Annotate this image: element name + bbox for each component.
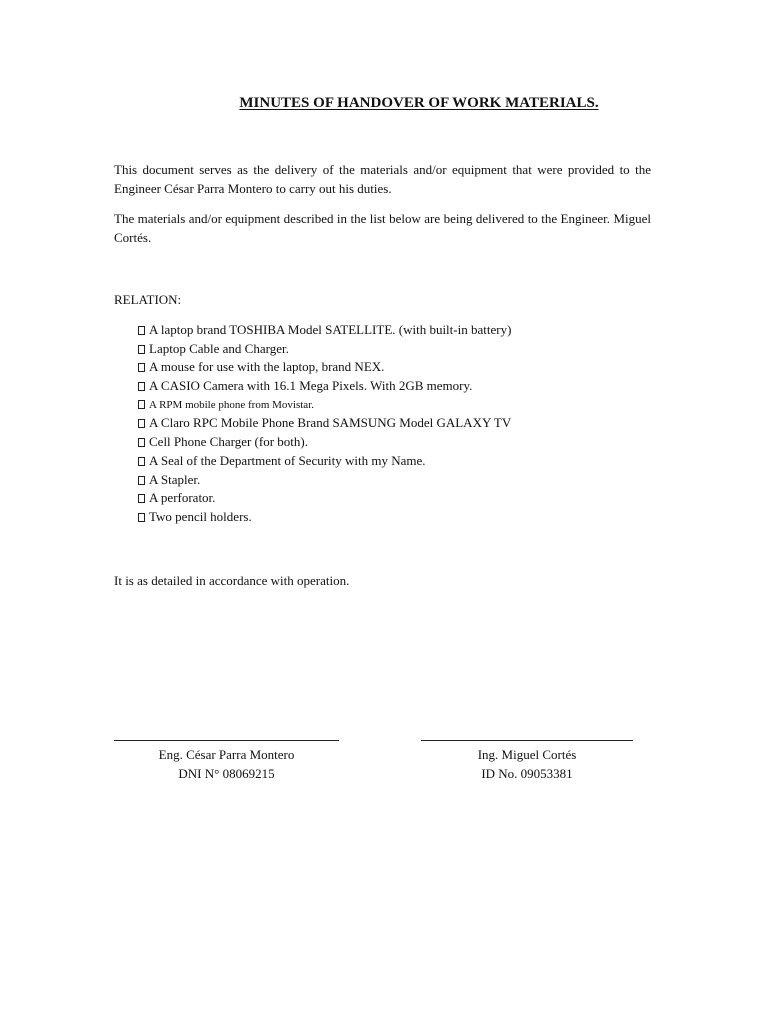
list-item-text: Two pencil holders. (149, 508, 252, 524)
materials-list (138, 321, 511, 527)
checkbox-bullet-icon (138, 494, 145, 503)
list-item (138, 452, 511, 471)
signer-name: Eng. César Parra Montero (158, 747, 295, 762)
signer-id: ID No. 09053381 (481, 766, 573, 781)
list-item (138, 340, 511, 359)
list-item-text: A Seal of the Department of Security with my Name. (149, 452, 426, 468)
list-item (138, 489, 511, 508)
list-item (138, 414, 511, 433)
closing-statement: It is as detailed in accordance with operation. (114, 573, 350, 588)
list-item-text: A RPM mobile phone from Movistar. (149, 398, 314, 411)
list-item-text: A perforator. (149, 490, 216, 506)
list-item-text: A CASIO Camera with 16.1 Mega Pixels. With 2GB memory. (149, 378, 473, 394)
checkbox-bullet-icon (138, 419, 145, 428)
list-item (138, 358, 511, 377)
checkbox-bullet-icon (138, 438, 145, 447)
signer-name: Ing. Miguel Cortés (477, 747, 577, 762)
signature-block-left (114, 728, 339, 783)
intro-paragraph: This document serves as the delivery of the materials and/or equipment that were provided to the Engineer César Parra Montero to carry out his duties. (114, 162, 651, 196)
list-item (138, 377, 511, 396)
signature-line (421, 740, 633, 741)
document-title-text: MINUTES OF HANDOVER OF WORK MATERIALS. (239, 95, 599, 111)
checkbox-bullet-icon (138, 363, 145, 372)
list-item-text: A laptop brand TOSHIBA Model SATELLITE. (with built-in battery) (149, 322, 512, 337)
list-item (138, 433, 511, 452)
checkbox-bullet-icon (138, 457, 145, 466)
relation-label: RELATION: (114, 292, 182, 307)
list-item-text: A Claro RPC Mobile Phone Brand SAMSUNG Model GALAXY TV (149, 415, 512, 431)
list-item-text: Laptop Cable and Charger. (149, 340, 289, 356)
document-title (0, 95, 768, 112)
signer-id: DNI N° 08069215 (178, 766, 275, 781)
list-item-text: Cell Phone Charger (for both). (149, 434, 308, 450)
checkbox-bullet-icon (138, 345, 145, 354)
checkbox-bullet-icon (138, 382, 145, 391)
signature-line (114, 740, 339, 741)
checkbox-bullet-icon (138, 476, 145, 485)
list-item-text: A mouse for use with the laptop, brand NEX. (149, 359, 385, 375)
checkbox-bullet-icon (138, 513, 145, 522)
checkbox-bullet-icon (138, 326, 145, 335)
list-item (138, 321, 511, 340)
delivery-paragraph: The materials and/or equipment described in the list below are being delivered to the Engineer. Miguel Cortés. (114, 211, 651, 245)
list-item (138, 471, 511, 490)
list-item-text: A Stapler. (149, 471, 201, 487)
checkbox-bullet-icon (138, 400, 145, 409)
signature-block-right (421, 728, 633, 783)
list-item (138, 396, 511, 415)
list-item (138, 508, 511, 527)
